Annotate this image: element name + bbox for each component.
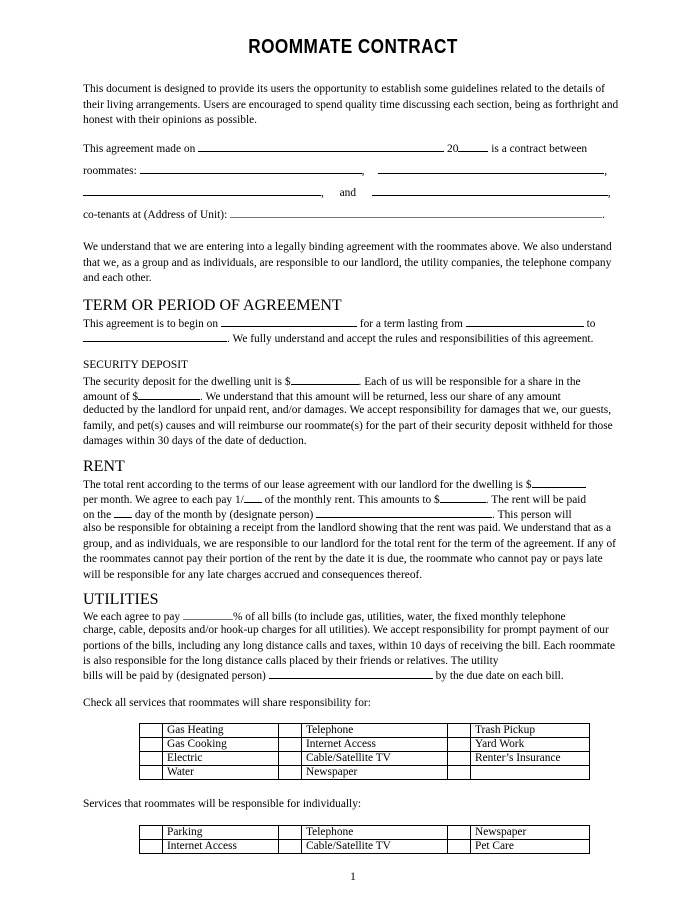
service-label: Renter’s Insurance <box>471 752 590 766</box>
service-checkbox[interactable] <box>448 724 471 738</box>
service-label: Yard Work <box>471 738 590 752</box>
document-title: ROOMMATE CONTRACT <box>248 36 458 58</box>
term-to-label: to <box>586 318 596 330</box>
rent-day-blank[interactable] <box>114 506 132 518</box>
table-row <box>140 738 590 752</box>
utilities-person-blank[interactable] <box>269 667 433 679</box>
service-label: Pet Care <box>471 840 590 854</box>
cotenants-line: co-tenants at (Address of Unit): . <box>83 206 623 224</box>
service-label: Trash Pickup <box>471 724 590 738</box>
term-accept-text: . We fully understand and accept the rules and responsibilities of this agreement. <box>227 333 594 345</box>
rent-fraction-blank[interactable] <box>244 491 262 503</box>
term-to-blank[interactable] <box>83 330 227 342</box>
service-label <box>471 766 590 780</box>
rent-total-blank[interactable] <box>532 476 586 488</box>
roommate-3-blank[interactable] <box>83 184 321 196</box>
deposit-return-text: . We understand that this amount will be returned, less our share of any amount <box>200 391 561 403</box>
utilities-line-5 <box>83 667 623 685</box>
service-checkbox[interactable] <box>140 826 163 840</box>
rent-share-label: per month. We agree to each pay 1/ <box>83 494 244 506</box>
shared-services-table <box>139 723 590 780</box>
service-checkbox[interactable] <box>448 766 471 780</box>
individual-services-caption: Services that roommates will be responsible for individually: <box>83 798 362 810</box>
service-checkbox[interactable] <box>279 766 302 780</box>
service-label: Electric <box>163 752 279 766</box>
utilities-bills-text: % of all bills (to include gas, utilities, water, the fixed monthly telephone <box>232 611 566 623</box>
roommate-1-blank[interactable] <box>140 162 362 174</box>
utilities-person-label: bills will be paid by (designated person) <box>83 670 266 682</box>
deposit-paragraph-rest: deducted by the landlord for unpaid rent, and/or damages. We accept responsibility for damages that we, our guests, family, and pet(s) causes and will reimburse our roommate(s) for the part of their security deposit withheld for those damages within 30 days of the date of deduction. <box>83 404 613 447</box>
service-checkbox[interactable] <box>279 840 302 854</box>
cotenants-label: co-tenants at (Address of Unit): <box>83 209 228 221</box>
date-blank[interactable] <box>198 140 444 152</box>
service-checkbox[interactable] <box>140 738 163 752</box>
understand-paragraph: We understand that we are entering into a legally binding agreement with the roommates above. We also understand that we, as a group and as individuals, are responsible to our landlord, the utility companies, the telephone company and each other. <box>83 241 612 284</box>
service-label: Gas Heating <box>163 724 279 738</box>
rent-person-text: . This person will <box>492 509 572 521</box>
rent-amount-blank[interactable] <box>440 491 486 503</box>
service-label: Telephone <box>302 826 448 840</box>
rent-total-label: The total rent according to the terms of our lease agreement with our landlord for the dwelling is $ <box>83 479 532 491</box>
service-label: Parking <box>163 826 279 840</box>
rent-person-label: day of the month by (designate person) <box>134 509 314 521</box>
service-checkbox[interactable] <box>448 840 471 854</box>
roommate-4-blank[interactable] <box>372 184 608 196</box>
service-checkbox[interactable] <box>140 840 163 854</box>
rent-person-blank[interactable] <box>316 506 492 518</box>
page-number: 1 <box>350 871 356 883</box>
term-begin-blank[interactable] <box>221 315 357 327</box>
year-blank[interactable] <box>458 140 488 152</box>
service-label: Internet Access <box>302 738 448 752</box>
rent-amount-label: of the monthly rent. This amounts to $ <box>264 494 440 506</box>
agreement-date-line <box>83 140 623 158</box>
term-heading: TERM OR PERIOD OF AGREEMENT <box>83 297 342 314</box>
roommates-label: roommates: <box>83 165 137 177</box>
table-row <box>140 840 590 854</box>
rent-paid-text: . The rent will be paid <box>485 494 587 506</box>
service-label: Newspaper <box>471 826 590 840</box>
table-row <box>140 766 590 780</box>
contract-between-label: is a contract between <box>491 143 588 155</box>
roommates-line: roommates: , , <box>83 162 623 180</box>
deposit-share-text: . Each of us will be responsible for a share in the <box>358 376 581 388</box>
term-line-2 <box>83 330 623 348</box>
service-label: Gas Cooking <box>163 738 279 752</box>
made-on-label: This agreement made on <box>83 143 196 155</box>
term-lasting-label: for a term lasting from <box>359 318 463 330</box>
rent-on-label: on the <box>83 509 112 521</box>
deposit-amount-label: The security deposit for the dwelling unit is $ <box>83 376 291 388</box>
term-begin-label: This agreement is to begin on <box>83 318 219 330</box>
shared-services-caption: Check all services that roommates will share responsibility for: <box>83 697 371 709</box>
service-checkbox[interactable] <box>279 826 302 840</box>
utilities-heading: UTILITIES <box>83 591 159 608</box>
roommates-line-2: , and , <box>83 184 623 202</box>
service-label: Newspaper <box>302 766 448 780</box>
and-label: and <box>339 187 357 199</box>
individual-services-table <box>139 825 590 854</box>
utilities-due-text: by the due date on each bill. <box>435 670 564 682</box>
year-prefix: 20 <box>447 143 459 155</box>
service-checkbox[interactable] <box>279 724 302 738</box>
service-label: Cable/Satellite TV <box>302 840 448 854</box>
deposit-heading: SECURITY DEPOSIT <box>83 359 188 371</box>
deposit-share-blank[interactable] <box>138 388 200 400</box>
service-checkbox[interactable] <box>279 752 302 766</box>
table-row <box>140 826 590 840</box>
utilities-paragraph: charge, cable, deposits and/or hook-up charges for all utilities). We accept responsibility for prompt payment of our portions of the bills, including any long distance calls and taxes, within 10 days of receiving the bill. Each roommate is also responsible for the long distance calls placed by their friends or relatives. The utility <box>83 624 616 667</box>
deposit-share-label: amount of $ <box>83 391 139 403</box>
service-checkbox[interactable] <box>448 738 471 752</box>
address-blank[interactable] <box>230 206 602 218</box>
service-label: Cable/Satellite TV <box>302 752 448 766</box>
table-row <box>140 724 590 738</box>
utilities-pay-label: We each agree to pay <box>83 611 181 623</box>
roommate-2-blank[interactable] <box>378 162 604 174</box>
rent-paragraph-rest: also be responsible for obtaining a receipt from the landlord showing that the rent was paid. We understand that as a group, and as individuals, we are responsible to our landlord for the total rent for the term of the agreement. If any of the roommates cannot pay their portion of the rent by the date it is due, the roommate who cannot pay or pays late will be responsible for any late charges accrued and consequences thereof. <box>83 522 616 581</box>
rent-heading: RENT <box>83 458 125 475</box>
service-checkbox[interactable] <box>140 724 163 738</box>
deposit-amount-blank[interactable] <box>291 373 359 385</box>
table-row <box>140 752 590 766</box>
term-from-blank[interactable] <box>466 315 584 327</box>
utilities-percent-blank[interactable] <box>183 608 233 620</box>
service-label: Internet Access <box>163 840 279 854</box>
service-checkbox[interactable] <box>140 752 163 766</box>
service-checkbox[interactable] <box>448 752 471 766</box>
service-checkbox[interactable] <box>448 826 471 840</box>
service-checkbox[interactable] <box>279 738 302 752</box>
intro-paragraph: This document is designed to provide its users the opportunity to establish some guidelines related to the details of their living arrangements. Users are encouraged to spend quality time discussing each section, being as forthright and honest with their opinions as possible. <box>83 83 619 126</box>
service-label: Water <box>163 766 279 780</box>
service-label: Telephone <box>302 724 448 738</box>
service-checkbox[interactable] <box>140 766 163 780</box>
